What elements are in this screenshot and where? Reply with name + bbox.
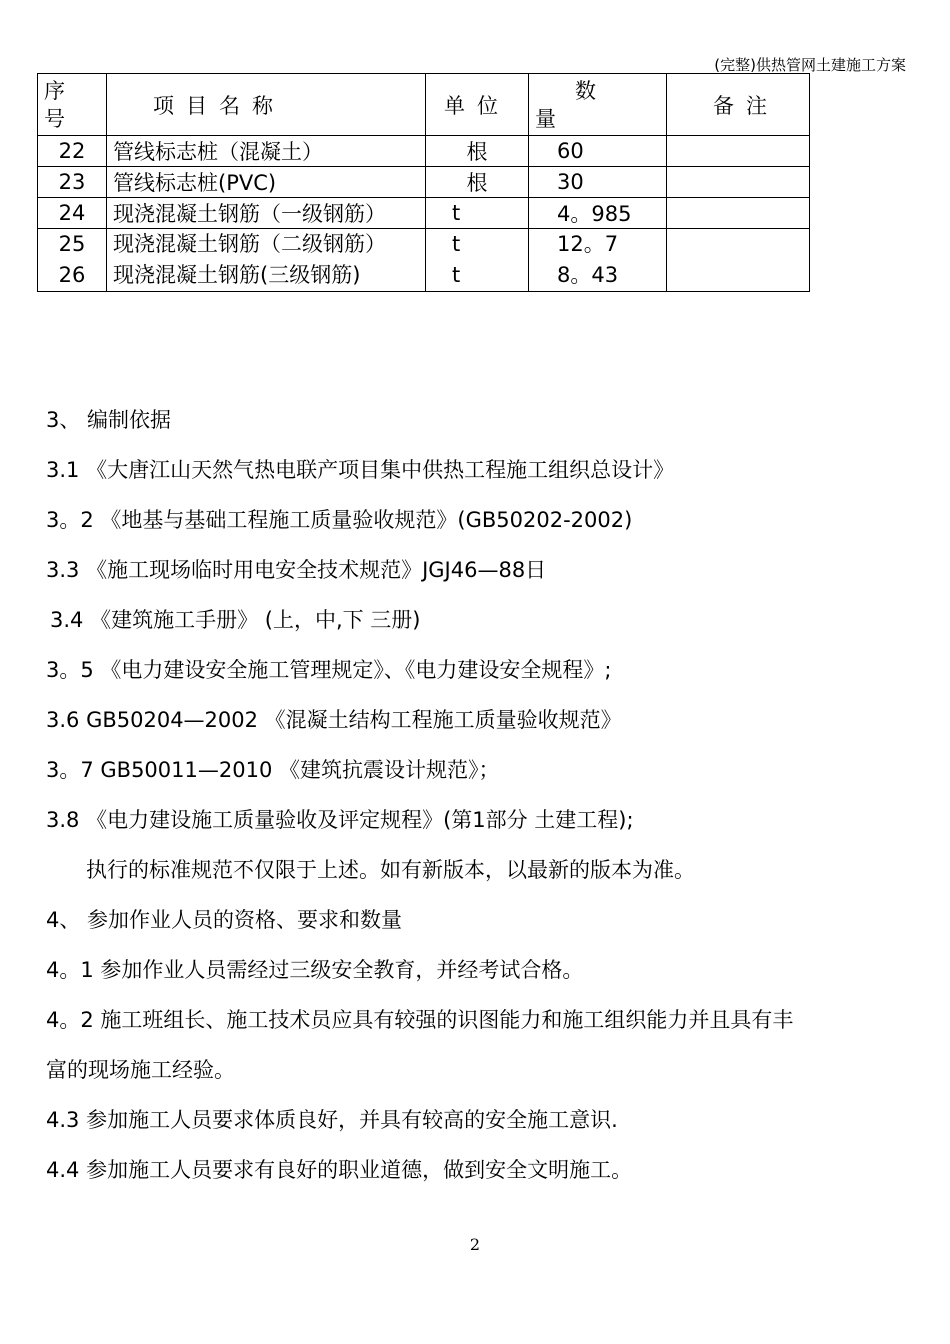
header-seq: 序 号 <box>38 74 107 136</box>
header-note: 备注 <box>667 74 810 136</box>
reference-item: 3.6 GB50204—2002 《混凝土结构工程施工质量验收规范》 <box>46 708 622 732</box>
cell-name: 管线标志桩(PVC) <box>107 167 426 198</box>
table-row-merged <box>38 229 810 292</box>
cell-unit: 根 <box>426 167 529 198</box>
cell-seq: 24 <box>38 198 107 229</box>
header-qty: 数 量 <box>529 74 667 136</box>
table-row <box>38 198 810 229</box>
cell-name: 现浇混凝土钢筋（二级钢筋） 现浇混凝土钢筋(三级钢筋) <box>107 229 426 292</box>
requirement-item: 4.4 参加施工人员要求有良好的职业道德，做到安全文明施工。 <box>46 1158 633 1182</box>
cell-seq: 22 <box>38 136 107 167</box>
reference-item: 3.1 《大唐江山天然气热电联产项目集中供热工程施工组织总设计》 <box>46 458 675 482</box>
cell-name: 现浇混凝土钢筋（一级钢筋） <box>107 198 426 229</box>
requirement-item-continued: 富的现场施工经验。 <box>46 1058 235 1082</box>
cell-seq: 25 26 <box>38 229 107 292</box>
header-unit: 单位 <box>426 74 529 136</box>
cell-note <box>667 229 810 292</box>
requirement-item: 4。1 参加作业人员需经过三级安全教育，并经考试合格。 <box>46 958 584 982</box>
section-heading: 4、 参加作业人员的资格、要求和数量 <box>46 908 403 932</box>
cell-unit: t <box>426 198 529 229</box>
paragraph: 执行的标准规范不仅限于上述。如有新版本，以最新的版本为准。 <box>86 858 695 882</box>
section-heading: 3、 编制依据 <box>46 408 172 432</box>
reference-item: 3。7 GB50011—2010 《建筑抗震设计规范》； <box>46 758 500 782</box>
requirement-item: 4。2 施工班组长、施工技术员应具有较强的识图能力和施工组织能力并且具有丰 <box>46 1008 794 1032</box>
items-table <box>37 73 810 292</box>
cell-qty: 30 <box>529 167 667 198</box>
cell-note <box>667 136 810 167</box>
cell-name: 管线标志桩（混凝土） <box>107 136 426 167</box>
header-name: 项目名称 <box>107 74 426 136</box>
cell-qty: 12。7 8。43 <box>529 229 667 292</box>
table-row <box>38 167 810 198</box>
reference-item: 3。5 《电力建设安全施工管理规定》、《电力建设安全规程》; <box>46 658 612 682</box>
table-row <box>38 136 810 167</box>
reference-item: 3。2 《地基与基础工程施工质量验收规范》(GB50202-2002) <box>46 508 633 532</box>
reference-item: 3.4 《建筑施工手册》 (上，中,下 三册) <box>50 608 421 632</box>
requirement-item: 4.3 参加施工人员要求体质良好，并具有较高的安全施工意识. <box>46 1108 618 1132</box>
running-header: (完整)供热管网土建施工方案 <box>714 56 906 74</box>
cell-qty: 4。985 <box>529 198 667 229</box>
table-header-row <box>38 74 810 136</box>
cell-qty: 60 <box>529 136 667 167</box>
cell-unit: t t <box>426 229 529 292</box>
reference-item: 3.8 《电力建设施工质量验收及评定规程》(第1部分 土建工程); <box>46 808 634 832</box>
page-number: 2 <box>469 1235 481 1254</box>
reference-item: 3.3 《施工现场临时用电安全技术规范》JGJ46—88日 <box>46 558 547 582</box>
cell-note <box>667 167 810 198</box>
cell-seq: 23 <box>38 167 107 198</box>
cell-unit: 根 <box>426 136 529 167</box>
cell-note <box>667 198 810 229</box>
